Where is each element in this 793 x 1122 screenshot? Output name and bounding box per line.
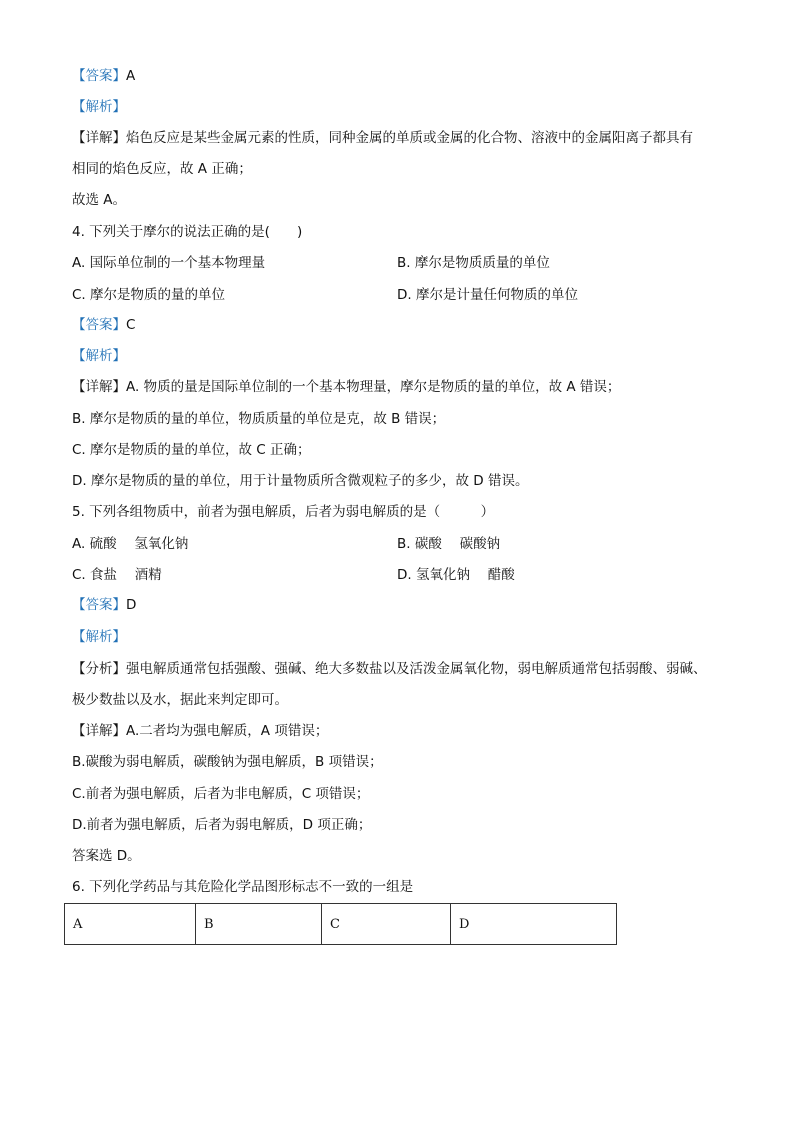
q4-detail-line3: C. 摩尔是物质的量的单位，故 C 正确； bbox=[72, 442, 311, 458]
q5-option-a: A. 硫酸 氢氧化钠 bbox=[72, 536, 189, 552]
q3-detail-text1: 焰色反应是某些金属元素的性质，同种金属的单质或金属的化合物、溶液中的金属阳离子都具有 bbox=[126, 130, 693, 146]
q6-stem: 6. 下列化学药品与其危险化学品图形标志不一致的一组是 bbox=[72, 879, 414, 895]
analysis-label: 【解析】 bbox=[72, 629, 126, 645]
q4-answer: C bbox=[126, 317, 136, 333]
q5-stem: 5. 下列各组物质中，前者为强电解质，后者为弱电解质的是（ ） bbox=[72, 504, 495, 520]
q4-option-a: A. 国际单位制的一个基本物理量 bbox=[72, 255, 266, 271]
q6-cell-a: A bbox=[65, 904, 196, 945]
q5-analysis-line bbox=[72, 628, 126, 646]
detail-label: 【详解】 bbox=[72, 379, 126, 395]
q4-option-d: D. 摩尔是计量任何物质的单位 bbox=[397, 287, 578, 303]
q5-detail-line2: B.碳酸为弱电解质，碳酸钠为强电解质，B 项错误； bbox=[72, 754, 383, 770]
q5-detail-text1: A.二者均为强电解质，A 项错误； bbox=[126, 723, 329, 739]
q6-option-table bbox=[64, 903, 617, 945]
analysis-label: 【解析】 bbox=[72, 99, 126, 115]
q4-detail-line1 bbox=[72, 378, 620, 396]
q4-option-b: B. 摩尔是物质质量的单位 bbox=[397, 255, 550, 271]
q4-analysis-line bbox=[72, 347, 126, 365]
q3-detail-line1 bbox=[72, 129, 693, 147]
table-row bbox=[65, 904, 617, 945]
q6-cell-d: D bbox=[451, 904, 617, 945]
q5-detail-line4: D.前者为强电解质，后者为弱电解质，D 项正确； bbox=[72, 817, 372, 833]
answer-label: 【答案】 bbox=[72, 317, 126, 333]
q3-answer-line bbox=[72, 67, 135, 85]
q4-stem: 4. 下列关于摩尔的说法正确的是( ) bbox=[72, 224, 303, 240]
q6-cell-c: C bbox=[322, 904, 451, 945]
q3-analysis-line bbox=[72, 98, 126, 116]
q5-reasoning-line2: 极少数盐以及水，据此来判定即可。 bbox=[72, 692, 288, 708]
q5-reasoning-line1 bbox=[72, 660, 707, 678]
q4-detail-line2: B. 摩尔是物质的量的单位，物质质量的单位是克，故 B 错误； bbox=[72, 411, 446, 427]
q6-cell-b: B bbox=[196, 904, 322, 945]
answer-label: 【答案】 bbox=[72, 68, 126, 84]
q3-answer: A bbox=[126, 68, 136, 84]
q3-detail-line2: 相同的焰色反应，故 A 正确； bbox=[72, 161, 252, 177]
detail-label: 【详解】 bbox=[72, 130, 126, 146]
q4-detail-line4: D. 摩尔是物质的量的单位，用于计量物质所含微观粒子的多少，故 D 错误。 bbox=[72, 473, 529, 489]
q5-option-b: B. 碳酸 碳酸钠 bbox=[397, 536, 501, 552]
q4-answer-line bbox=[72, 316, 135, 334]
reasoning-label: 【分析】 bbox=[72, 661, 126, 677]
q5-conclusion: 答案选 D。 bbox=[72, 848, 141, 864]
q5-answer: D bbox=[126, 597, 137, 613]
q5-option-c: C. 食盐 酒精 bbox=[72, 567, 162, 583]
q5-detail-line1 bbox=[72, 722, 328, 740]
q4-option-c: C. 摩尔是物质的量的单位 bbox=[72, 287, 226, 303]
q5-reasoning-text1: 强电解质通常包括强酸、强碱、绝大多数盐以及活泼金属氧化物，弱电解质通常包括弱酸、弱碱、 bbox=[126, 661, 707, 677]
q4-detail-text1: A. 物质的量是国际单位制的一个基本物理量，摩尔是物质的量的单位，故 A 错误； bbox=[126, 379, 621, 395]
q5-answer-line bbox=[72, 596, 136, 614]
q3-conclusion: 故选 A。 bbox=[72, 192, 127, 208]
q5-option-d: D. 氢氧化钠 醋酸 bbox=[397, 567, 515, 583]
analysis-label: 【解析】 bbox=[72, 348, 126, 364]
q5-detail-line3: C.前者为强电解质，后者为非电解质，C 项错误； bbox=[72, 786, 370, 802]
answer-label: 【答案】 bbox=[72, 597, 126, 613]
detail-label: 【详解】 bbox=[72, 723, 126, 739]
